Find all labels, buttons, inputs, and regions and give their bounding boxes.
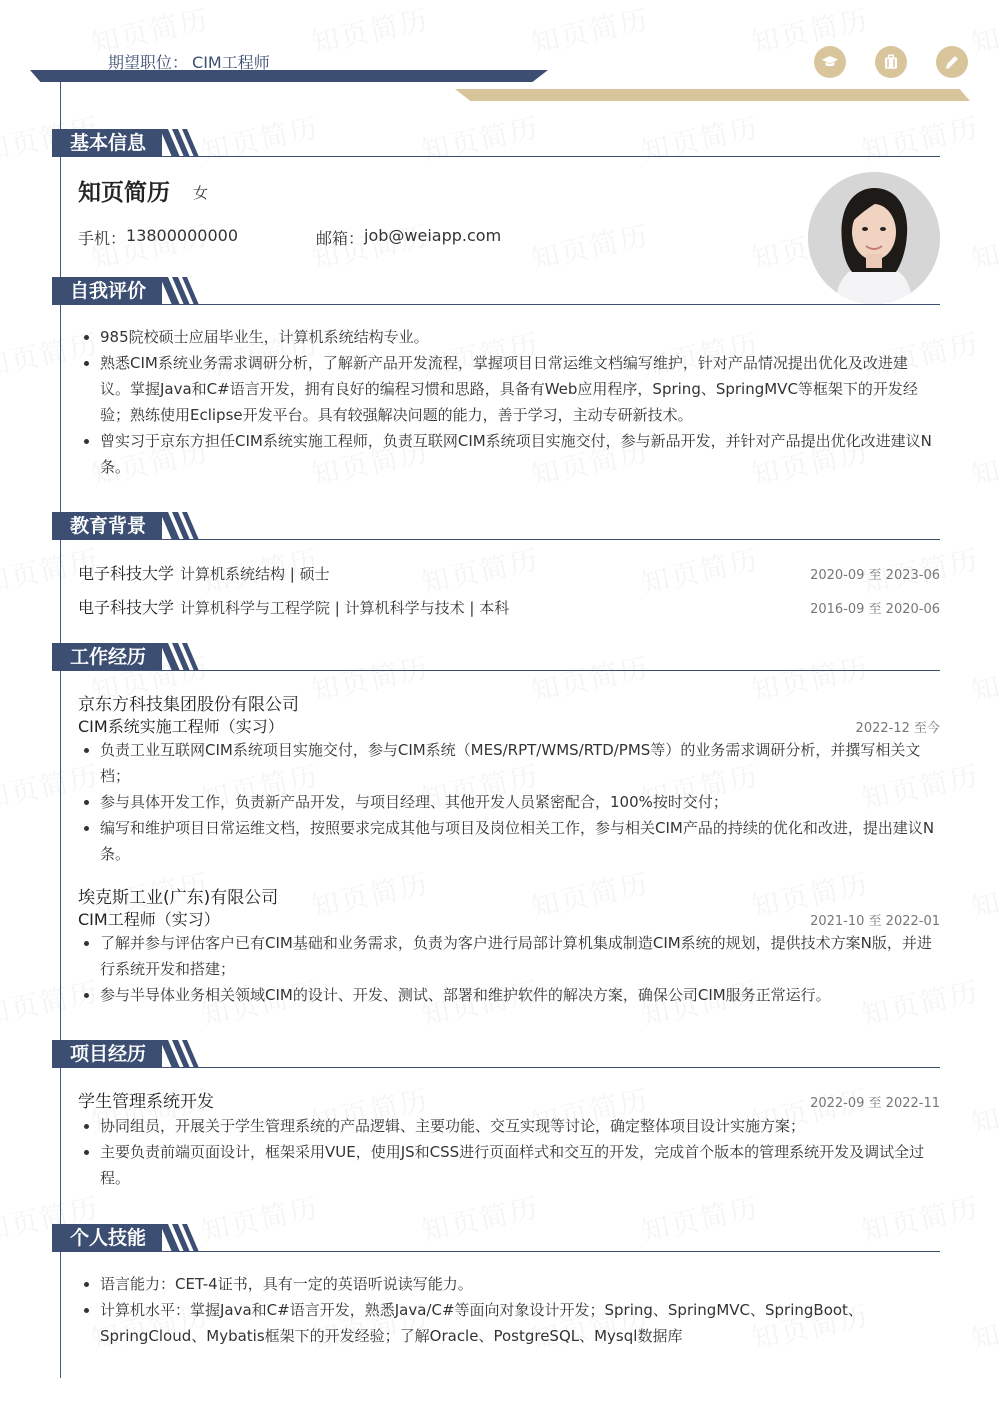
section-title: 教育背景 xyxy=(52,512,162,540)
section-stripes xyxy=(160,129,200,157)
section-rule xyxy=(52,539,940,540)
section-title: 个人技能 xyxy=(52,1224,162,1252)
education-date: 2016-09 至 2020-06 xyxy=(810,602,940,617)
list-item: 主要负责前端页面设计，框架采用VUE，使用JS和CSS进行页面样式和交互的开发，完成首个版本的管理系统开发及调试全过程。 xyxy=(52,1139,940,1191)
section-rule xyxy=(52,156,940,157)
watermark-text xyxy=(527,0,653,62)
watermark-text xyxy=(527,214,653,278)
section-self-evaluation xyxy=(52,277,940,307)
candidate-gender: 女 xyxy=(193,184,209,202)
project-name: 学生管理系统开发 xyxy=(78,1092,214,1112)
job-target-value: CIM工程师 xyxy=(192,53,270,72)
section-skills xyxy=(52,1224,940,1254)
school-name: 电子科技大学 xyxy=(78,598,175,617)
watermark-text xyxy=(967,862,1000,926)
job-date: 2022-12 至今 xyxy=(855,721,940,736)
role-row xyxy=(78,907,940,930)
job-target-label: 期望职位： xyxy=(108,53,189,72)
project-row xyxy=(78,1087,940,1112)
job-duties-list xyxy=(52,737,940,867)
job-role: CIM系统实施工程师（实习） xyxy=(78,717,284,736)
candidate-name: 知页简历 xyxy=(78,180,170,206)
graduation-cap-icon xyxy=(814,46,846,78)
skills-list xyxy=(52,1271,940,1349)
job-duties-list xyxy=(52,930,940,1008)
section-title: 工作经历 xyxy=(52,643,162,671)
project-date: 2022-09 至 2022-11 xyxy=(810,1096,940,1111)
email-label: 邮箱： xyxy=(316,229,365,248)
education-date: 2020-09 至 2023-06 xyxy=(810,568,940,583)
section-header xyxy=(52,277,940,307)
company-name: 埃克斯工业(广东)有限公司 xyxy=(78,888,279,908)
company-name: 京东方科技集团股份有限公司 xyxy=(78,695,299,715)
list-item: 参与具体开发工作，负责新产品开发，与项目经理、其他开发人员紧密配合，100%按时交付； xyxy=(52,789,940,815)
section-rule xyxy=(52,1251,940,1252)
watermark-text xyxy=(967,0,1000,62)
section-rule xyxy=(52,304,940,305)
list-item: 负责工业互联网CIM系统项目实施交付，参与CIM系统（MES/RPT/WMS/RTD/PMS等）的业务需求调研分析，并撰写相关文档； xyxy=(52,737,940,789)
section-rule xyxy=(52,670,940,671)
education-detail: 计算机科学与工程学院 | 计算机科学与技术 | 本科 xyxy=(180,599,510,617)
section-stripes xyxy=(160,643,200,671)
list-item: 协同组员，开展关于学生管理系统的产品逻辑、主要功能、交互实现等讨论，确定整体项目设计实施方案； xyxy=(52,1113,940,1139)
section-stripes xyxy=(160,1040,200,1068)
phone-value: 13800000000 xyxy=(126,226,238,245)
section-stripes xyxy=(160,512,200,540)
section-header xyxy=(52,643,940,673)
section-work-experience xyxy=(52,643,940,673)
job-role: CIM工程师（实习） xyxy=(78,910,220,929)
list-item: 熟悉CIM系统业务需求调研分析，了解新产品开发流程，掌握项目日常运维文档编写维护，针对产品情况提出优化及改进建议。掌握Java和C#语言开发，拥有良好的编程习惯和思路，具备有Web应用程序，Spring、SpringMVC等框架下的开发经验；熟练使用Eclipse开发平台。具有较强解决问题的能力，善于学习，主动专研新技术。 xyxy=(52,350,940,428)
section-header xyxy=(52,1040,940,1070)
phone-label: 手机： xyxy=(78,229,127,248)
phone-field xyxy=(78,226,238,249)
job-target xyxy=(108,50,270,73)
section-stripes xyxy=(160,1224,200,1252)
section-rule xyxy=(52,1067,940,1068)
watermark-text xyxy=(967,1294,1000,1358)
section-education xyxy=(52,512,940,542)
header-gold-bar xyxy=(455,89,970,101)
pen-icon xyxy=(936,46,968,78)
list-item: 参与半导体业务相关领域CIM的设计、开发、测试、部署和维护软件的解决方案，确保公司CIM服务正常运行。 xyxy=(52,982,940,1008)
section-basic-info xyxy=(52,129,940,159)
project-duties-list xyxy=(52,1113,940,1191)
watermark-text xyxy=(967,430,1000,494)
education-row xyxy=(78,561,940,584)
list-item: 编写和维护项目日常运维文档，按照要求完成其他与项目及岗位相关工作，参与相关CIM产品的持续的优化和改进，提出建议N条。 xyxy=(52,815,940,867)
section-title: 自我评价 xyxy=(52,277,162,305)
briefcase-icon xyxy=(875,46,907,78)
section-header xyxy=(52,129,940,159)
email-field xyxy=(316,226,501,249)
list-item: 985院校硕士应届毕业生，计算机系统结构专业。 xyxy=(52,324,940,350)
job-date: 2021-10 至 2022-01 xyxy=(810,914,940,929)
watermark-text xyxy=(967,214,1000,278)
header-icons xyxy=(814,46,968,78)
email-value: job@weiapp.com xyxy=(364,226,502,245)
watermark-text xyxy=(967,1078,1000,1142)
list-item: 曾实习于京东方担任CIM系统实施工程师，负责互联网CIM系统项目实施交付，参与新品开发，并针对产品提出优化改进建议N条。 xyxy=(52,428,940,480)
self-evaluation-list xyxy=(52,324,940,480)
section-stripes xyxy=(160,277,200,305)
education-row xyxy=(78,595,940,618)
watermark-text xyxy=(307,0,433,62)
section-title: 基本信息 xyxy=(52,129,162,157)
section-title: 项目经历 xyxy=(52,1040,162,1068)
section-header xyxy=(52,1224,940,1254)
school-name: 电子科技大学 xyxy=(78,564,175,583)
list-item: 语言能力：CET-4证书，具有一定的英语听说读写能力。 xyxy=(52,1271,940,1297)
section-header xyxy=(52,512,940,542)
list-item: 计算机水平：掌握Java和C#语言开发，熟悉Java/C#等面向对象设计开发；Spring、SpringMVC、SpringBoot、SpringCloud、Mybatis框架下的开发经验；了解Oracle、PostgreSQL、Mysql数据库 xyxy=(52,1297,940,1349)
list-item: 了解并参与评估客户已有CIM基础和业务需求，负责为客户进行局部计算机集成制造CIM系统的规划，提供技术方案N版，并进行系统开发和搭建； xyxy=(52,930,940,982)
role-row xyxy=(78,714,940,737)
section-projects xyxy=(52,1040,940,1070)
education-detail: 计算机系统结构 | 硕士 xyxy=(180,565,330,583)
watermark-text xyxy=(967,646,1000,710)
